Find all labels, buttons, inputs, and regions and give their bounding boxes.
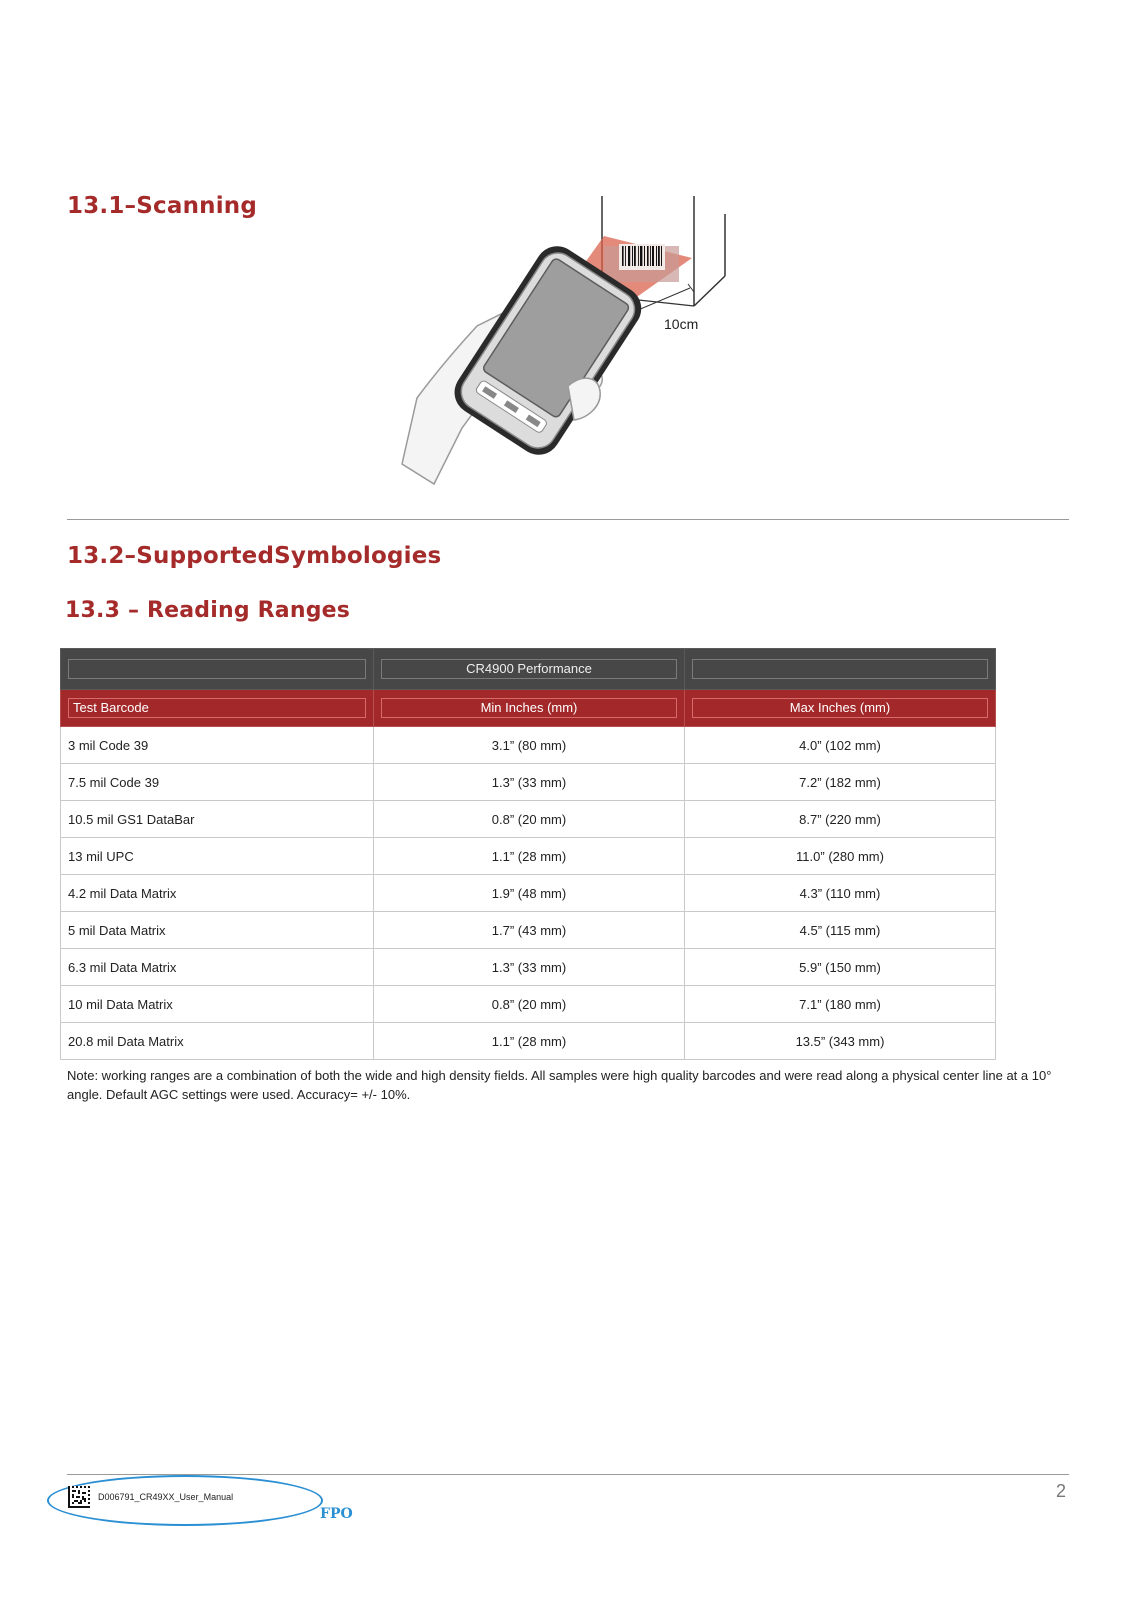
hand-holding-scanner-illustration	[392, 196, 752, 498]
max-range-cell: 7.1” (180 mm)	[685, 986, 996, 1023]
column-header-min-inches: Min Inches (mm)	[381, 698, 677, 718]
performance-header: CR4900 Performance	[381, 659, 677, 679]
datamatrix-code-icon	[68, 1486, 90, 1508]
min-range-cell: 0.8” (20 mm)	[374, 986, 685, 1023]
reading-ranges-table	[60, 648, 996, 1060]
distance-label: 10cm	[664, 316, 699, 332]
min-range-cell: 3.1” (80 mm)	[374, 727, 685, 764]
barcode-icon	[619, 244, 665, 270]
page-number: 2	[1056, 1481, 1067, 1501]
barcode-cell: 20.8 mil Data Matrix	[61, 1023, 374, 1060]
barcode-cell: 5 mil Data Matrix	[61, 912, 374, 949]
max-range-cell: 11.0” (280 mm)	[685, 838, 996, 875]
barcode-cell: 10 mil Data Matrix	[61, 986, 374, 1023]
max-range-cell: 4.5” (115 mm)	[685, 912, 996, 949]
section-title-scanning: 13.1–Scanning	[67, 193, 258, 219]
max-range-cell: 4.3” (110 mm)	[685, 875, 996, 912]
section-title-supported-symbologies: 13.2–SupportedSymbologies	[67, 543, 442, 569]
barcode-cell: 4.2 mil Data Matrix	[61, 875, 374, 912]
section-title-reading-ranges: 13.3 – Reading Ranges	[65, 598, 351, 623]
header-spacer	[68, 659, 366, 679]
table-row	[61, 986, 996, 1023]
min-range-cell: 1.1” (28 mm)	[374, 838, 685, 875]
table-row	[61, 912, 996, 949]
barcode-cell: 13 mil UPC	[61, 838, 374, 875]
barcode-cell: 7.5 mil Code 39	[61, 764, 374, 801]
table-column-header-row	[61, 690, 996, 727]
table-note: Note: working ranges are a combination of both the wide and high density fields. All samples were high quality barcodes and were read along a physical center line at a 10° angle. Default AGC settings were used. Accuracy= +/- 10%.	[67, 1068, 1052, 1102]
max-range-cell: 4.0” (102 mm)	[685, 727, 996, 764]
table-row	[61, 838, 996, 875]
max-range-cell: 5.9” (150 mm)	[685, 949, 996, 986]
max-range-cell: 8.7” (220 mm)	[685, 801, 996, 838]
fpo-stamp: FPO	[320, 1506, 353, 1522]
min-range-cell: 1.3” (33 mm)	[374, 949, 685, 986]
max-range-cell: 13.5” (343 mm)	[685, 1023, 996, 1060]
min-range-cell: 1.7” (43 mm)	[374, 912, 685, 949]
barcode-cell: 10.5 mil GS1 DataBar	[61, 801, 374, 838]
table-group-header-row	[61, 649, 996, 690]
glove-thumb	[568, 378, 600, 420]
header-spacer	[692, 659, 988, 679]
table-row	[61, 727, 996, 764]
table-row	[61, 875, 996, 912]
column-header-max-inches: Max Inches (mm)	[692, 698, 988, 718]
document-id: D006791_CR49XX_User_Manual	[98, 1492, 234, 1502]
column-header-test-barcode: Test Barcode	[68, 698, 366, 718]
barcode-cell: 6.3 mil Data Matrix	[61, 949, 374, 986]
max-range-cell: 7.2” (182 mm)	[685, 764, 996, 801]
table-row	[61, 801, 996, 838]
table-row	[61, 764, 996, 801]
table-row	[61, 1023, 996, 1060]
section-divider	[67, 519, 1069, 520]
min-range-cell: 0.8” (20 mm)	[374, 801, 685, 838]
min-range-cell: 1.3” (33 mm)	[374, 764, 685, 801]
table-row	[61, 949, 996, 986]
min-range-cell: 1.9” (48 mm)	[374, 875, 685, 912]
min-range-cell: 1.1” (28 mm)	[374, 1023, 685, 1060]
barcode-cell: 3 mil Code 39	[61, 727, 374, 764]
